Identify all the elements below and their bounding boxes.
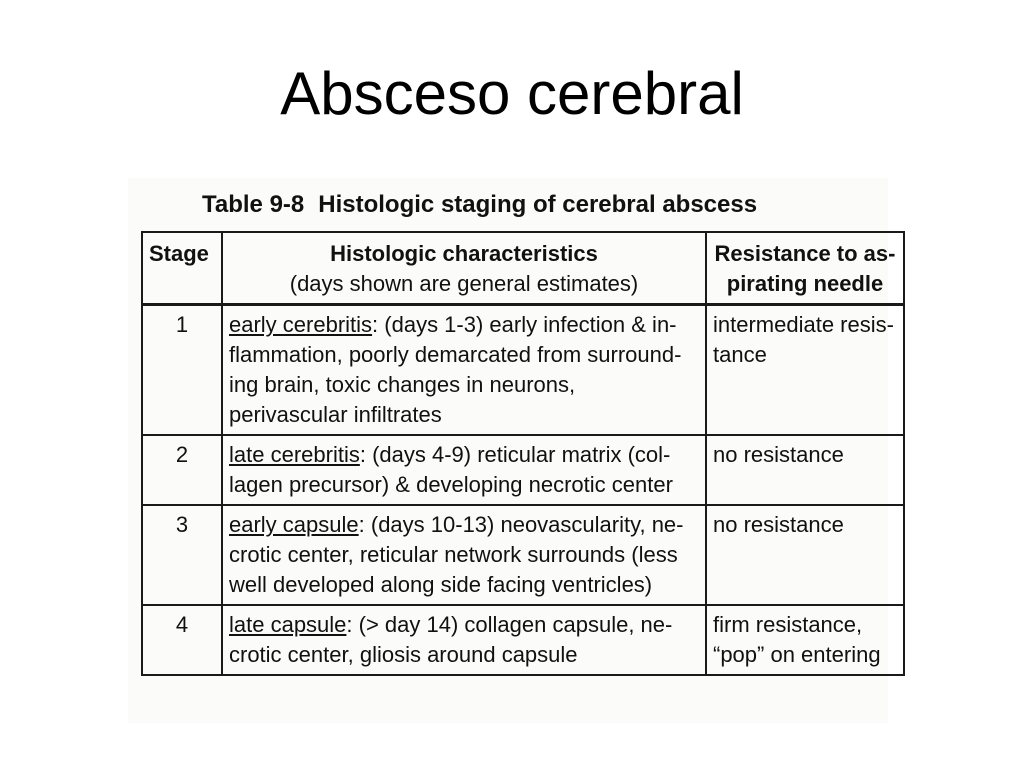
stage-cell: 3 [142,505,222,605]
table-caption-number: Table 9-8 [202,191,305,218]
resistance-cell: intermediate resis-tance [706,305,904,436]
header-resistance-line1: Resistance to as- [714,241,896,266]
table-row [142,505,904,605]
staging-table [141,231,905,676]
stage-cell: 2 [142,435,222,505]
stage-term: late cerebritis [229,442,360,467]
stage-term: early capsule [229,512,359,537]
stage-term: late capsule [229,612,347,637]
table-caption [202,189,882,221]
slide-title: Absceso cerebral [280,60,744,127]
stage-cell: 4 [142,605,222,675]
table-row [142,605,904,675]
header-histologic-subtitle: (days shown are general estimates) [289,271,639,296]
resistance-cell: no resistance [706,435,904,505]
table-caption-text: Histologic staging of cerebral abscess [318,191,758,218]
description-cell [222,435,706,505]
table-row [142,435,904,505]
stage-description: : (days 1-3) early infection & in-flammation, poorly demarcated from surround-ing brain, toxic changes in neurons, perivascular infiltrates [229,312,682,427]
header-resistance-line2: pirating needle [726,271,884,296]
resistance-cell: firm resistance, “pop” on entering [706,605,904,675]
description-cell [222,605,706,675]
header-resistance [706,232,904,305]
table-header-row [142,232,904,305]
stage-description: : (days 4-9) reticular matrix (col-lagen precursor) & developing necrotic center [229,442,673,497]
description-cell [222,505,706,605]
header-histologic [222,232,706,305]
table-row [142,305,904,436]
header-histologic-title: Histologic characteristics [330,241,598,266]
description-cell [222,305,706,436]
stage-description: : (> day 14) collagen capsule, ne-crotic center, gliosis around capsule [229,612,673,667]
stage-cell: 1 [142,305,222,436]
stage-description: : (days 10-13) neovascularity, ne-crotic center, reticular network surrounds (less well developed along side facing ventricles) [229,512,684,597]
header-stage: Stage [142,232,222,305]
stage-term: early cerebritis [229,312,373,337]
resistance-cell: no resistance [706,505,904,605]
